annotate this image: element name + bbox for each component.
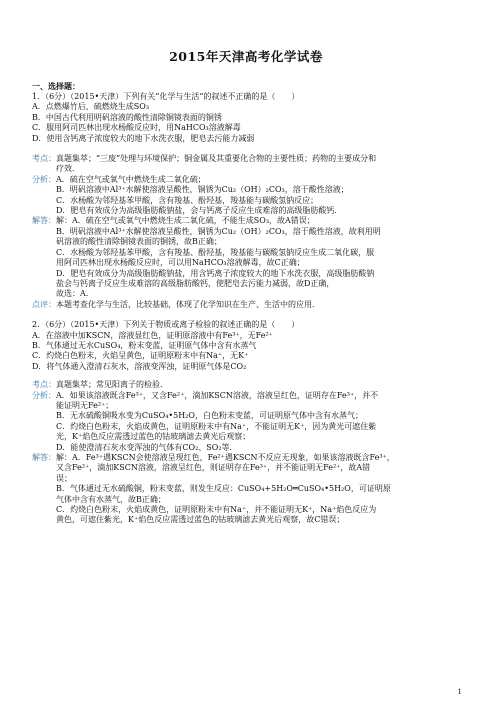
jieda-line: 盐会与钙离子反应生成难溶的高级脂肪酸钙，使肥皂去污能力减弱，故D正确， (56, 278, 335, 288)
fenxi-line: B．无水硫酸铜吸水变为CuSO₄•5H₂O，白色粉末变蓝，可证明原气体中含有水蒸气； (56, 411, 363, 421)
question-2-fenxi (32, 391, 460, 453)
fenxi-line: D．肥皂有效成分为高级脂肪酸钠盐，会与钙离子反应生成难溶的高级脂肪酸钙． (56, 206, 343, 216)
question-1-option-c: C．服用阿司匹林出现水杨酸反应时，用NaHCO₃溶液解毒 (32, 123, 241, 133)
page-number: 1 (457, 688, 462, 696)
jieda-line: 解：A．硫在空气或氧气中燃烧生成二氧化硫，不能生成SO₃，故A错误； (56, 216, 315, 226)
question-1-fenxi (32, 175, 460, 217)
question-2-stem: 2．（6分）（2015•天津）下列关于物质或离子检验的叙述正确的是（ ） (32, 320, 300, 330)
kaodian-label: 考点： (32, 380, 56, 390)
jieda-line: 用阿司匹林出现水杨酸反应时，可以用NaHCO₃溶液解毒，故C正确； (56, 258, 305, 268)
jieda-line: B．气体通过无水硫酸铜，粉末变蓝，则发生反应：CuSO₄+5H₂O═CuSO₄•5H₂O，可证明原 (56, 484, 391, 494)
jieda-line: B．明矾溶液中Al³⁺水解使溶液呈酸性，铜锈为Cu₂（OH）₂CO₃，溶于酸性溶液，故利用明 (56, 226, 381, 236)
question-2-jieda (32, 453, 460, 526)
question-2-kaodian (32, 380, 460, 390)
question-2 (32, 320, 460, 526)
fenxi-line: D．能使澄清石灰水变浑浊的气体有CO₂、SO₂等． (56, 442, 238, 452)
dianping-label: 点评： (32, 299, 56, 309)
kaodian-text: 真题集萃；“三废”处理与环境保护；铜金属及其重要化合物的主要性质；药物的主要成分和 (56, 154, 377, 164)
fenxi-line: B．明矾溶液中Al³⁺水解使溶液呈酸性，铜锈为Cu₂（OH）₂CO₃，溶于酸性溶液； (56, 185, 349, 195)
question-1-option-b: B．中国古代利用明矾溶液的酸性清除铜镜表面的铜锈 (32, 112, 222, 122)
fenxi-line: C．灼烧白色粉末，火焰成黄色，证明原粉末中有Na⁺，不能证明无K⁺，因为黄光可遮住紫 (56, 421, 377, 431)
jieda-line: 又含Fe²⁺，滴加KSCN溶液，溶液呈红色，则证明存在Fe³⁺，并不能证明无Fe²⁺，故A错 (56, 463, 371, 473)
fenxi-label: 分析： (32, 174, 56, 184)
jieda-line: 矾溶液的酸性清除铜镜表面的铜锈，故B正确； (56, 237, 222, 247)
question-1-dianping (32, 300, 460, 310)
section-heading: 一、选择题： (32, 81, 80, 91)
jieda-line: 故选：A． (56, 289, 94, 299)
fenxi-line: A．硫在空气或氧气中燃烧生成二氧化硫； (56, 174, 206, 184)
jieda-label: 解答： (32, 453, 56, 462)
question-1 (32, 92, 460, 310)
fenxi-label: 分析： (32, 390, 56, 400)
question-1-kaodian (32, 154, 460, 175)
jieda-label: 解答： (32, 216, 56, 226)
question-1-option-d: D．使用含钙离子浓度较大的地下水洗衣服，肥皂去污能力减弱 (32, 133, 255, 143)
fenxi-line: 能证明无Fe²⁺； (56, 400, 114, 410)
question-1-jieda (32, 216, 460, 299)
question-1-stem: 1．（6分）（2015•天津）下列有关“化学与生活”的叙述不正确的是（ ） (32, 92, 300, 101)
kaodian-text: 真题集萃；常见阳离子的检验． (56, 380, 168, 390)
kaodian-label: 考点： (32, 154, 56, 164)
fenxi-line: 光，K⁺焰色反应需透过蓝色的钴玻璃滤去黄光后观察； (56, 432, 251, 442)
fenxi-line: C．水杨酸为邻羟基苯甲酸，含有羧基、酚羟基，羧基能与碳酸氢钠反应； (56, 195, 319, 205)
jieda-line: 解：A．Fe³⁺遇KSCN会使溶液呈现红色，Fe²⁺遇KSCN不反应无现象，如果该溶液既含Fe³⁺， (56, 453, 395, 462)
question-2-option-c: C．灼烧白色粉末，火焰呈黄色，证明原粉末中有Na⁺，无K⁺ (32, 351, 249, 361)
jieda-line: 气体中含有水蒸气，故B正确； (56, 494, 166, 504)
question-1-option-a: A．点燃爆竹后，硫燃烧生成SO₃ (32, 102, 150, 112)
kaodian-text: 疗效． (56, 164, 80, 174)
document-title: 2015年天津高考化学试卷 (169, 49, 323, 64)
question-2-option-b: B．气体通过无水CuSO₄，粉末变蓝，证明原气体中含有水蒸气 (32, 340, 257, 350)
fenxi-line: A．如果该溶液既含Fe³⁺，又含Fe²⁺，滴加KSCN溶液，溶液呈红色，证明存在Fe³⁺，并不 (56, 390, 379, 400)
question-2-option-d: D．将气体通入澄清石灰水，溶液变浑浊，证明原气体是CO₂ (32, 361, 247, 371)
jieda-line: 误； (56, 473, 72, 483)
dianping-text: 本题考查化学与生活，比较基础，体现了化学知识在生产、生活中的应用． (56, 299, 320, 309)
jieda-line: C．灼烧白色粉末，火焰成黄色，证明原粉末中有Na⁺，并不能证明无K⁺，Na⁺焰色反应为 (56, 505, 377, 515)
question-2-option-a: A．在溶液中加KSCN，溶液显红色，证明原溶液中有Fe³⁺，无Fe²⁺ (32, 330, 273, 340)
jieda-line: D．肥皂有效成分为高级脂肪酸钠盐，用含钙离子浓度较大的地下水洗衣服，高级脂肪酸钠 (56, 268, 375, 278)
jieda-line: C．水杨酸为邻羟基苯甲酸，含有羧基、酚羟基，羧基能与碳酸氢钠反应生成二氧化碳，服 (56, 247, 375, 257)
jieda-line: 黄色，可遮住紫光，K⁺焰色反应需透过蓝色的钴玻璃滤去黄光后观察，故C错误； (56, 515, 345, 525)
